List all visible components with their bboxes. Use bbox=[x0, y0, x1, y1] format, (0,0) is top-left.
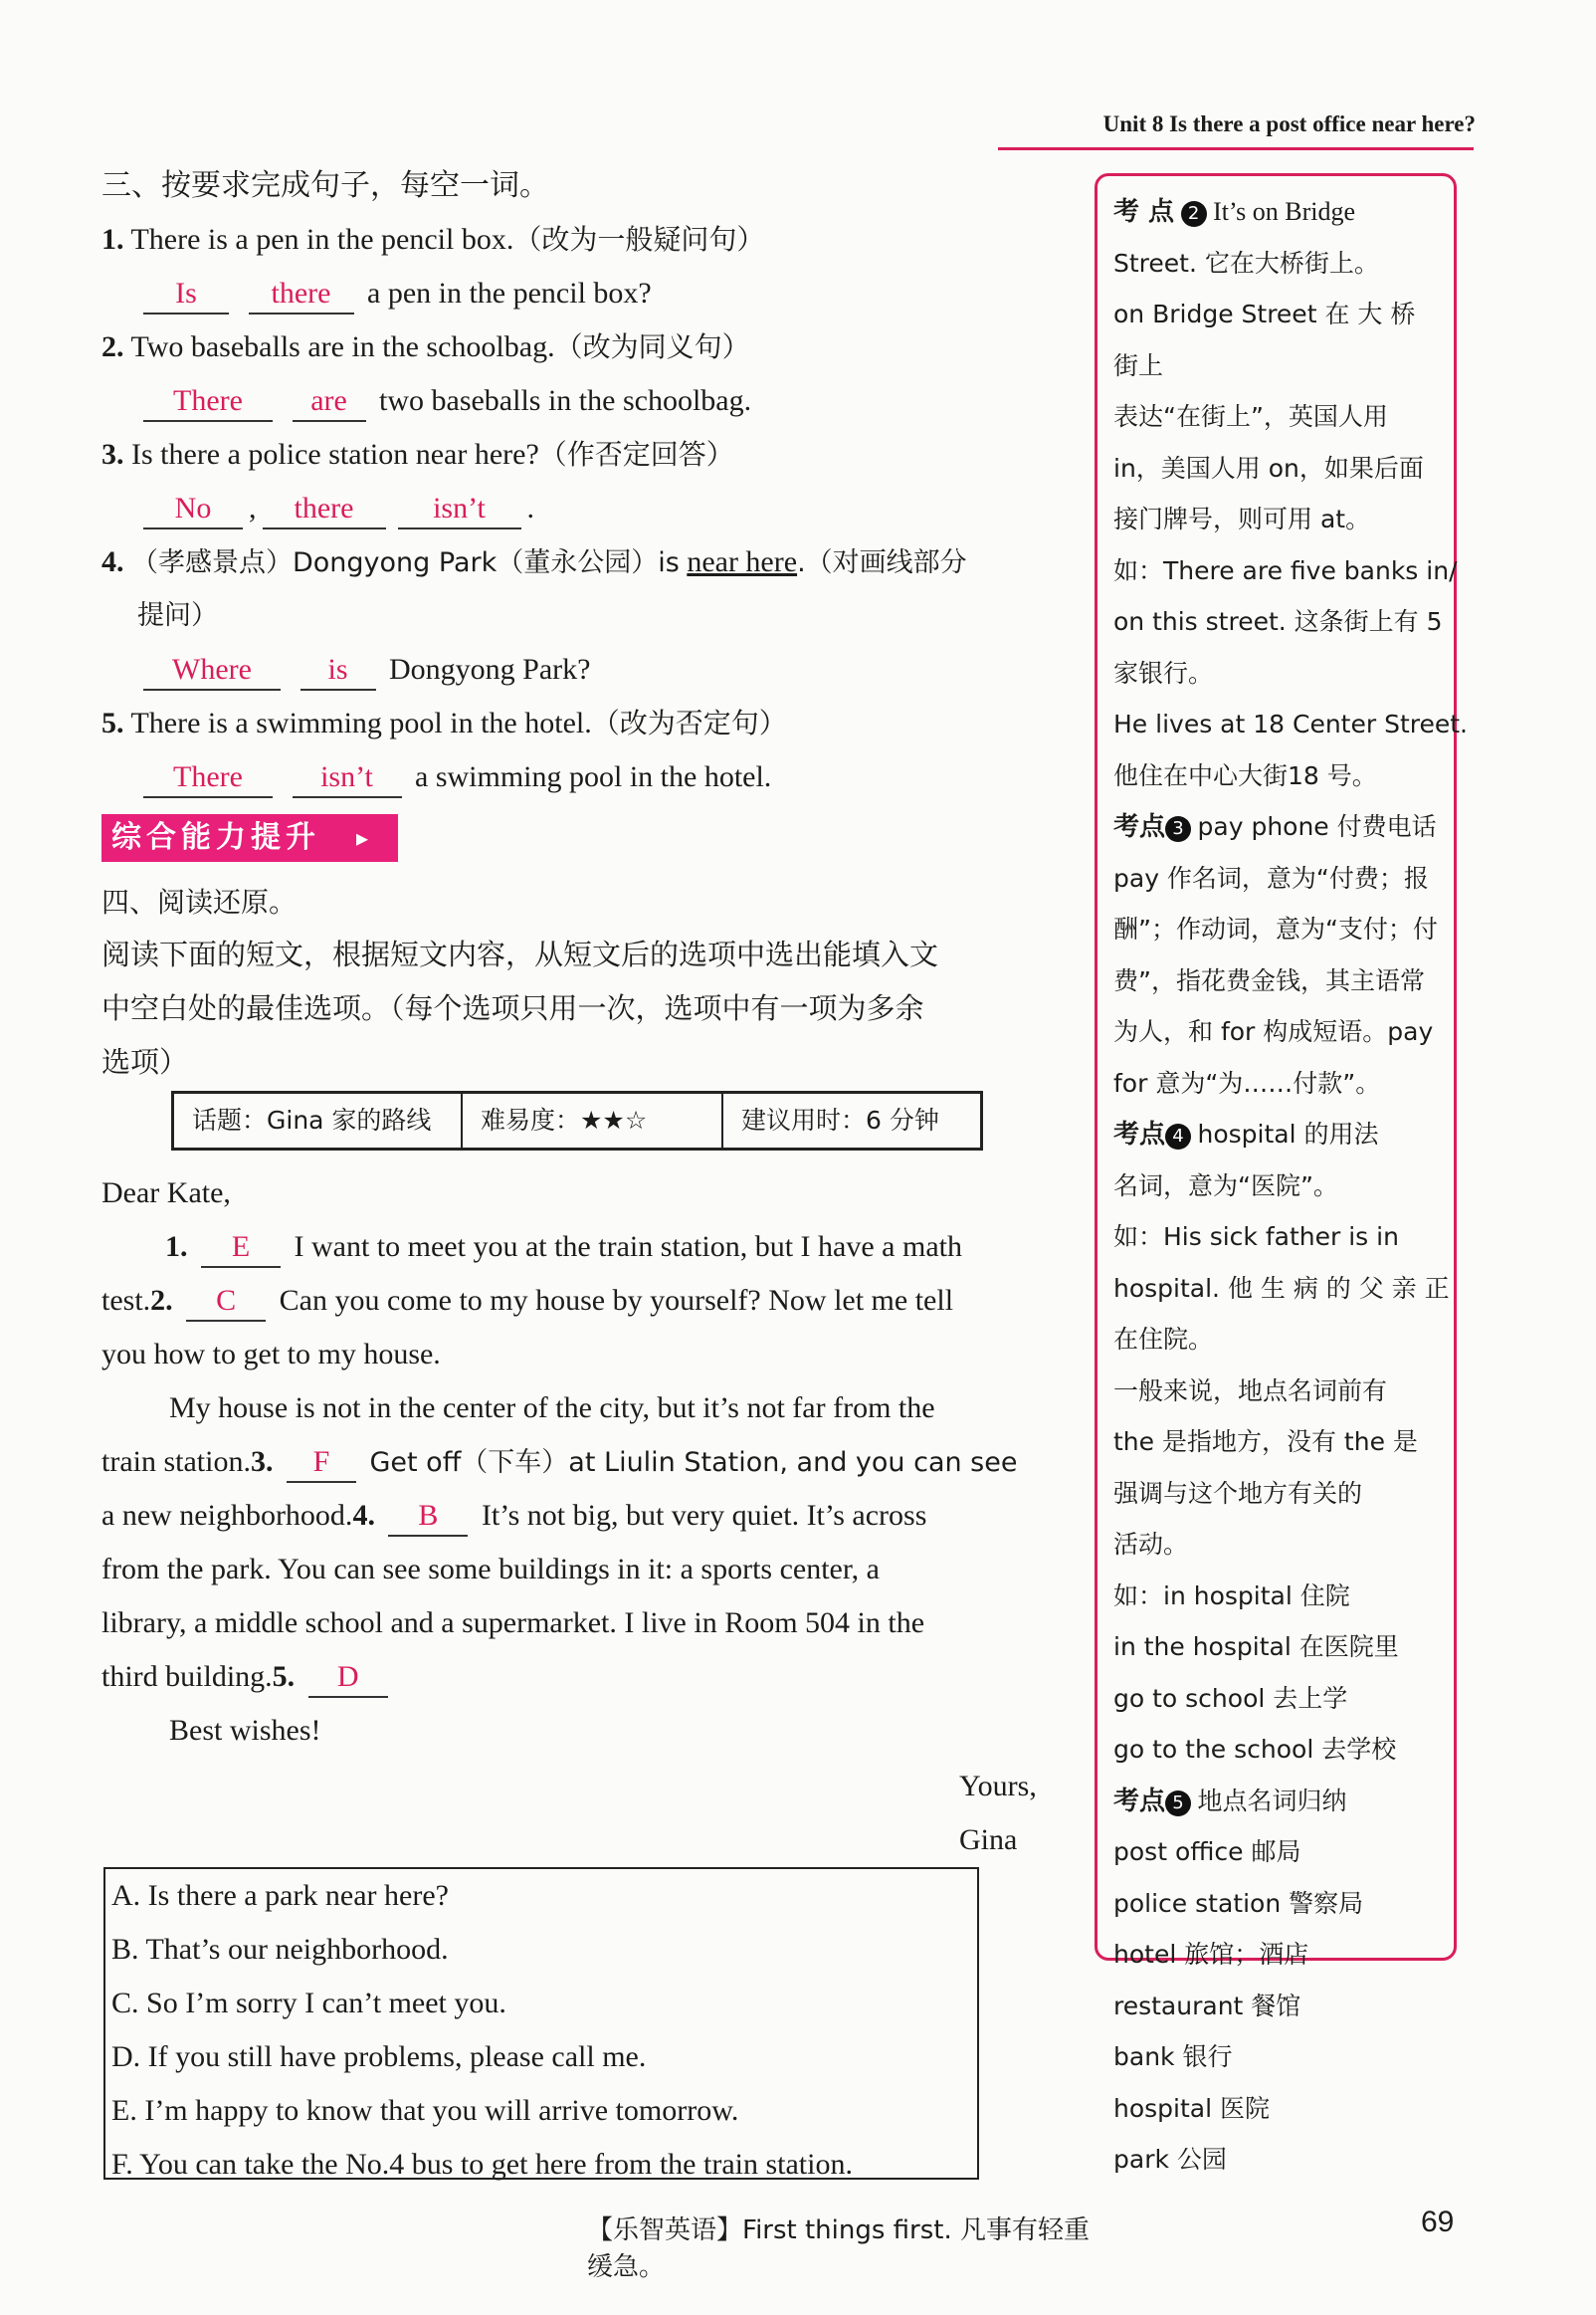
sidebar-line: go to the school 去学校 bbox=[1113, 1735, 1397, 1764]
sidebar-line: 酬”；作动词，意为“支付；付 bbox=[1113, 915, 1438, 944]
sidebar-line: 费”，指花费金钱，其主语常 bbox=[1113, 965, 1425, 995]
blank1-number: 1. bbox=[165, 1230, 188, 1263]
info-time: 建议用时：6 分钟 bbox=[741, 1106, 939, 1135]
sidebar-line: post office 邮局 bbox=[1113, 1837, 1301, 1866]
point5-label: 考点 bbox=[1113, 1786, 1166, 1816]
letter-blank-4[interactable]: B bbox=[388, 1497, 468, 1537]
letter-line-8: library, a middle school and a supermarket. I live in Room 504 in the bbox=[101, 1606, 925, 1639]
q3-hint: （作否定回答） bbox=[538, 438, 734, 471]
sidebar-line: 接门牌号，则可用 at。 bbox=[1113, 505, 1371, 533]
point5-number-icon: 5 bbox=[1165, 1790, 1191, 1816]
sidebar-line: pay 作名词，意为“付费；报 bbox=[1113, 863, 1429, 893]
q1-hint: （改为一般疑问句） bbox=[513, 223, 765, 256]
blank2-number: 2. bbox=[150, 1284, 173, 1317]
q4-tail: Dongyong Park? bbox=[389, 653, 591, 686]
sidebar-line: 家银行。 bbox=[1113, 658, 1214, 688]
letter-text-2: Can you come to my house by yourself? Now let me tell bbox=[279, 1284, 954, 1317]
sidebar-line: on this street. 这条街上有 5 bbox=[1113, 607, 1443, 636]
q3-text: Is there a police station near here? bbox=[131, 438, 539, 471]
answer-2 bbox=[137, 374, 751, 428]
info-box bbox=[171, 1091, 983, 1151]
page-number: 69 bbox=[1421, 2206, 1455, 2238]
sidebar-line: hospital. 他 生 病 的 父 亲 正 bbox=[1113, 1273, 1450, 1303]
sidebar-line: 活动。 bbox=[1113, 1530, 1189, 1559]
point3-label: 考点 bbox=[1113, 812, 1166, 842]
answer-5 bbox=[137, 750, 771, 804]
point4-label: 考点 bbox=[1113, 1120, 1166, 1150]
letter-sign-1: Yours, bbox=[959, 1770, 1037, 1802]
sidebar-point-2 bbox=[1113, 186, 1444, 238]
letter-line-5 bbox=[101, 1435, 1017, 1489]
sidebar-point-4 bbox=[1113, 1109, 1444, 1160]
letter-text-9-pre: third building. bbox=[101, 1660, 273, 1693]
sidebar-line: 如：in hospital 住院 bbox=[1113, 1580, 1350, 1610]
q3-blank-1[interactable]: No bbox=[143, 490, 243, 529]
info-difficulty: 难易度：★★☆ bbox=[463, 1094, 723, 1148]
sidebar-line: 他住在中心大街18 号。 bbox=[1113, 760, 1377, 790]
section3-title: 三、按要求完成句子，每空一词。 bbox=[101, 168, 549, 203]
option-a[interactable]: A. Is there a park near here? bbox=[111, 1879, 449, 1912]
letter-line-7: from the park. You can see some buildings in it: a sports center, a bbox=[101, 1553, 880, 1585]
sidebar-line: 为人，和 for 构成短语。pay bbox=[1113, 1017, 1434, 1046]
point2-number-icon: 2 bbox=[1181, 201, 1207, 227]
question-1 bbox=[101, 213, 764, 267]
q2-blank-1[interactable]: There bbox=[143, 382, 273, 422]
q2-tail: two baseballs in the schoolbag. bbox=[379, 384, 752, 417]
letter-line-4: My house is not in the center of the city, but it’s not far from the bbox=[169, 1391, 935, 1424]
letter-line-6 bbox=[101, 1489, 926, 1543]
sidebar-line: for 意为“为……付款”。 bbox=[1113, 1068, 1381, 1098]
banner-label: 综合能力提升 bbox=[111, 820, 320, 855]
q5-text: There is a swimming pool in the hotel. bbox=[130, 707, 592, 739]
q2-number: 2. bbox=[101, 330, 124, 363]
question-2 bbox=[101, 320, 750, 374]
sidebar-line: police station 警察局 bbox=[1113, 1888, 1364, 1918]
q4-post2: 提问） bbox=[137, 600, 218, 631]
q3-period: . bbox=[526, 492, 534, 525]
sidebar-line: 街上 bbox=[1113, 350, 1164, 380]
sidebar-line: hospital 医院 bbox=[1113, 2093, 1270, 2123]
blank3-number: 3. bbox=[250, 1445, 274, 1478]
letter-text-5-pre: train station. bbox=[101, 1445, 251, 1478]
letter-line-3: you how to get to my house. bbox=[101, 1338, 441, 1370]
letter-text-6-pre: a new neighborhood. bbox=[101, 1499, 353, 1532]
section4-instr-3: 选项） bbox=[101, 1045, 189, 1079]
letter-text-1: I want to meet you at the train station, but I have a math bbox=[294, 1230, 962, 1263]
letter-text-6: It’s not big, but very quiet. It’s across bbox=[481, 1499, 927, 1532]
letter-closing: Best wishes! bbox=[169, 1714, 321, 1747]
letter-sign-2: Gina bbox=[959, 1823, 1018, 1856]
ability-banner bbox=[101, 814, 398, 862]
q4-blank-1[interactable]: Where bbox=[143, 651, 281, 691]
sidebar-line: park 公园 bbox=[1113, 2145, 1227, 2174]
q1-number: 1. bbox=[101, 223, 124, 256]
q5-blank-1[interactable]: There bbox=[143, 758, 273, 798]
option-b[interactable]: B. That’s our neighborhood. bbox=[111, 1933, 449, 1966]
q4-number: 4. bbox=[101, 545, 124, 578]
unit-header: Unit 8 Is there a post office near here? bbox=[1102, 111, 1476, 136]
q2-hint: （改为同义句） bbox=[554, 330, 750, 363]
q2-text: Two baseballs are in the schoolbag. bbox=[130, 330, 555, 363]
letter-text-2-pre: test. bbox=[101, 1284, 151, 1317]
point4-title: hospital 的用法 bbox=[1197, 1120, 1379, 1149]
letter-greeting: Dear Kate, bbox=[101, 1176, 231, 1209]
sidebar-line: on Bridge Street 在 大 桥 bbox=[1113, 300, 1416, 328]
sidebar-point-3 bbox=[1113, 801, 1444, 853]
sidebar-line: 强调与这个地方有关的 bbox=[1113, 1478, 1363, 1508]
q4-blank-2[interactable]: is bbox=[300, 651, 376, 691]
answer-4 bbox=[137, 643, 590, 697]
sidebar-line: restaurant 餐馆 bbox=[1113, 1991, 1301, 2020]
sidebar-line: 如：His sick father is in bbox=[1113, 1222, 1399, 1251]
q3-blank-3[interactable]: isn’t bbox=[398, 490, 521, 529]
question-4 bbox=[101, 535, 967, 589]
q1-blank-2[interactable]: there bbox=[249, 275, 354, 315]
q4-post: .（对画线部分 bbox=[797, 547, 967, 578]
sidebar-line: in the hospital 在医院里 bbox=[1113, 1632, 1399, 1661]
blank4-number: 4. bbox=[352, 1499, 375, 1532]
sidebar-line: 名词，意为“医院”。 bbox=[1113, 1170, 1338, 1200]
q3-number: 3. bbox=[101, 438, 124, 471]
sidebar-line: Street. 它在大桥街上。 bbox=[1113, 248, 1379, 278]
answer-3 bbox=[137, 482, 534, 535]
question-3 bbox=[101, 428, 734, 482]
sidebar-point-5 bbox=[1113, 1776, 1444, 1827]
sidebar-line: the 是指地方，没有 the 是 bbox=[1113, 1427, 1418, 1456]
question-5 bbox=[101, 697, 787, 750]
option-f[interactable]: F. You can take the No.4 bus to get here from the train station. bbox=[111, 2148, 853, 2181]
sidebar-line: 表达“在街上”，英国人用 bbox=[1113, 402, 1388, 431]
letter-text-5: Get off（下车）at Liulin Station, and you can see bbox=[369, 1447, 1018, 1478]
section4-instr-2: 中空白处的最佳选项。（每个选项只用一次，选项中有一项为多余 bbox=[101, 991, 924, 1025]
q5-number: 5. bbox=[101, 707, 124, 739]
sidebar-line: 一般来说，地点名词前有 bbox=[1113, 1375, 1388, 1405]
sidebar-line: go to school 去上学 bbox=[1113, 1683, 1348, 1713]
q1-tail: a pen in the pencil box? bbox=[367, 277, 652, 310]
option-c[interactable]: C. So I’m sorry I can’t meet you. bbox=[111, 1987, 506, 2019]
sidebar-notes bbox=[1095, 173, 1468, 2174]
banner-arrow-icon: ▸ bbox=[356, 824, 369, 852]
answer-1 bbox=[137, 267, 652, 320]
letter-blank-2[interactable]: C bbox=[186, 1282, 266, 1322]
letter-blank-1[interactable]: E bbox=[201, 1228, 281, 1268]
q3-comma: , bbox=[249, 492, 257, 525]
q5-hint: （改为否定句） bbox=[591, 707, 787, 739]
letter-line-1 bbox=[165, 1220, 962, 1274]
point3-title: pay phone 付费电话 bbox=[1197, 812, 1437, 841]
sidebar-line: in，美国人用 on，如果后面 bbox=[1113, 453, 1424, 483]
q4-pre: （孝感景点）Dongyong Park（董永公园）is bbox=[131, 547, 680, 578]
sidebar-line: 如：There are five banks in/ bbox=[1113, 555, 1458, 585]
q1-blank-1[interactable]: Is bbox=[143, 275, 229, 315]
option-d[interactable]: D. If you still have problems, please call me. bbox=[111, 2040, 647, 2073]
q1-text: There is a pen in the pencil box. bbox=[130, 223, 514, 256]
header-rule bbox=[998, 147, 1474, 150]
point3-number-icon: 3 bbox=[1165, 816, 1191, 842]
sidebar-line: bank 银行 bbox=[1113, 2042, 1233, 2071]
info-topic: 话题：Gina 家的路线 bbox=[174, 1094, 463, 1148]
sidebar-line: 在住院。 bbox=[1113, 1325, 1214, 1354]
q2-blank-2[interactable]: are bbox=[293, 382, 366, 422]
section4-instr-1: 阅读下面的短文，根据短文内容，从短文后的选项中选出能填入文 bbox=[101, 938, 939, 971]
blank5-number: 5. bbox=[272, 1660, 296, 1693]
point4-number-icon: 4 bbox=[1165, 1124, 1191, 1150]
letter-line-2 bbox=[101, 1274, 953, 1328]
q4-underlined: near here bbox=[687, 545, 798, 578]
point5-title: 地点名词归纳 bbox=[1197, 1786, 1347, 1815]
letter-line-9 bbox=[101, 1650, 394, 1704]
q5-blank-2[interactable]: isn’t bbox=[293, 758, 402, 798]
options-box bbox=[103, 1867, 979, 2180]
option-e[interactable]: E. I’m happy to know that you will arrive tomorrow. bbox=[111, 2094, 739, 2127]
point2-title: It’s on Bridge bbox=[1213, 197, 1356, 226]
q5-tail: a swimming pool in the hotel. bbox=[415, 760, 772, 793]
point2-label: 考 点 bbox=[1113, 197, 1175, 227]
section4-title: 四、阅读还原。 bbox=[101, 886, 298, 919]
q3-blank-2[interactable]: there bbox=[263, 490, 386, 529]
sidebar-line: He lives at 18 Center Street. bbox=[1113, 710, 1468, 738]
sidebar-line: hotel 旅馆；酒店 bbox=[1113, 1940, 1309, 1969]
footer-slogan: 【乐智英语】First things first. 凡事有轻重缓急。 bbox=[587, 2215, 1091, 2282]
letter-blank-5[interactable]: D bbox=[308, 1658, 388, 1698]
letter-blank-3[interactable]: F bbox=[287, 1443, 356, 1483]
